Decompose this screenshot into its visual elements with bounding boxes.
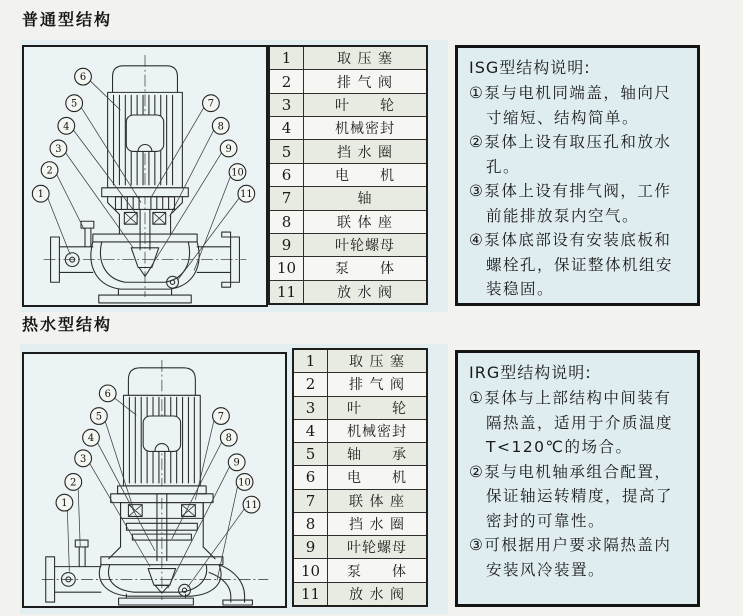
irg-info-box (455, 350, 700, 607)
callout-2 (41, 162, 58, 179)
svg-text:2: 2 (46, 165, 53, 177)
table-row (270, 280, 426, 303)
callout-10 (236, 474, 253, 491)
callout-8 (220, 429, 237, 446)
part-number: 2 (270, 70, 304, 92)
table-row (294, 558, 426, 581)
table-row (294, 372, 426, 395)
svg-text:10: 10 (231, 167, 244, 179)
svg-text:2: 2 (70, 477, 77, 489)
table-row (294, 419, 426, 442)
part-number: 10 (270, 257, 304, 279)
table-row (294, 465, 426, 488)
part-number: 7 (270, 187, 304, 209)
part-name: 排 气 阀 (337, 74, 393, 91)
info-item: ③泵体上设有排气阀，工作前能排放泵内空气。 (469, 182, 672, 225)
info-item: ④泵体底部设有安装底板和螺栓孔，保证整体机组安装稳固。 (469, 231, 674, 298)
part-number: 7 (294, 490, 328, 512)
part-name: 挡 水 圈 (337, 144, 393, 161)
callout-11 (238, 185, 255, 202)
part-name: 叶轮螺母 (347, 540, 407, 557)
table-row (270, 93, 426, 116)
svg-text:3: 3 (80, 453, 87, 465)
svg-text:4: 4 (63, 121, 70, 133)
info-item: ②泵与电机轴承组合配置，保证轴运转精度，提高了密封的可靠性。 (469, 462, 674, 530)
svg-text:7: 7 (217, 411, 225, 423)
table-row (294, 582, 426, 605)
callout-7 (213, 408, 230, 425)
svg-text:1: 1 (37, 189, 44, 201)
part-number: 4 (270, 117, 304, 139)
svg-text:11: 11 (245, 500, 258, 512)
callout-9 (220, 140, 237, 157)
table-row (294, 512, 426, 535)
part-number: 9 (294, 536, 328, 558)
table-row (270, 163, 426, 186)
part-name: 电 机 (335, 167, 395, 184)
callout-1 (56, 494, 73, 511)
part-name: 叶 轮 (335, 97, 395, 114)
part-number: 11 (270, 281, 304, 303)
part-name: 取 压 塞 (337, 51, 393, 68)
part-name: 机械密封 (347, 423, 407, 440)
callout-6 (75, 68, 92, 85)
svg-text:6: 6 (79, 72, 87, 84)
part-name: 挡 水 圈 (349, 516, 405, 533)
table-row (294, 396, 426, 419)
svg-text:7: 7 (207, 98, 215, 110)
callout-9 (228, 454, 245, 471)
part-name: 叶 轮 (347, 400, 407, 417)
part-number: 6 (270, 164, 304, 186)
info-item: ①泵与电机同端盖，轴向尺寸缩短、结构简单。 (469, 84, 672, 127)
part-name: 排 气 阀 (349, 377, 405, 394)
part-name: 放 水 阀 (337, 284, 393, 301)
part-name: 联 体 座 (337, 214, 393, 231)
callout-3 (50, 140, 67, 157)
callout-5 (91, 408, 108, 425)
part-number: 1 (294, 350, 328, 372)
callout-3 (75, 450, 92, 467)
svg-text:10: 10 (238, 477, 251, 489)
part-number: 6 (294, 466, 328, 488)
callout-5 (66, 95, 83, 112)
callout-1 (32, 185, 49, 202)
part-name: 叶轮螺母 (335, 238, 395, 255)
callout-7 (203, 95, 220, 112)
part-number: 8 (294, 513, 328, 535)
table-row (294, 489, 426, 512)
part-name: 联 体 座 (349, 493, 405, 510)
svg-text:5: 5 (95, 411, 103, 423)
svg-text:3: 3 (55, 143, 62, 155)
table-row (270, 47, 426, 69)
svg-text:6: 6 (104, 388, 111, 400)
part-name: 电 机 (347, 470, 407, 487)
svg-text:4: 4 (87, 433, 95, 445)
info-item: ①泵体与上部结构中间装有隔热盖，适用于介质温度T<120℃的场合。 (469, 389, 674, 456)
part-number: 10 (294, 559, 328, 581)
table-row (294, 442, 426, 465)
svg-text:1: 1 (61, 498, 68, 510)
info-item: ③可根据用户要求隔热盖内安装风冷装置。 (469, 536, 672, 579)
table-row (270, 210, 426, 233)
table-row (270, 256, 426, 279)
info-title: ISG型结构说明: (469, 58, 591, 77)
part-number: 5 (294, 443, 328, 465)
callout-11 (243, 496, 260, 513)
part-name: 轴 (357, 191, 373, 208)
table-row (270, 116, 426, 139)
svg-text:9: 9 (233, 457, 240, 469)
callout-10 (229, 164, 246, 181)
info-title: IRG型结构说明: (469, 363, 592, 382)
table-row (270, 233, 426, 256)
info-item: ②泵体上设有取压孔和放水孔。 (469, 133, 672, 176)
table-row (270, 186, 426, 209)
part-name: 泵 体 (347, 563, 407, 580)
pump-diagram-hotwater (22, 352, 287, 608)
part-number: 1 (270, 47, 304, 69)
svg-text:9: 9 (225, 143, 232, 155)
pump-drawing-hotwater (24, 354, 285, 606)
table-row (294, 350, 426, 372)
part-number: 9 (270, 234, 304, 256)
part-name: 放 水 阀 (349, 586, 405, 603)
part-name: 轴 承 (347, 447, 407, 464)
part-name: 泵 体 (335, 261, 395, 278)
part-number: 2 (294, 373, 328, 395)
svg-text:5: 5 (71, 98, 78, 110)
callout-2 (65, 474, 82, 491)
section1-title: 普通型结构 (22, 10, 113, 29)
part-number: 3 (294, 397, 328, 419)
part-number: 5 (270, 140, 304, 162)
table-row (294, 535, 426, 558)
svg-text:8: 8 (225, 433, 232, 445)
pump-drawing-ordinary (24, 47, 266, 305)
callout-4 (58, 117, 75, 134)
part-number: 3 (270, 94, 304, 116)
part-number: 11 (294, 583, 328, 605)
svg-text:8: 8 (217, 121, 224, 133)
table-row (270, 69, 426, 92)
part-number: 4 (294, 420, 328, 442)
part-number: 8 (270, 211, 304, 233)
isg-info-box (455, 45, 700, 306)
svg-text:11: 11 (240, 189, 253, 201)
parts-table-hotwater (292, 348, 428, 607)
table-row (270, 139, 426, 162)
parts-table-ordinary (268, 45, 428, 305)
part-name: 取 压 塞 (349, 354, 405, 371)
callout-6 (99, 385, 116, 402)
section2-title: 热水型结构 (22, 315, 113, 334)
callout-8 (212, 117, 229, 134)
part-name: 机械密封 (335, 121, 395, 138)
pump-diagram-ordinary (22, 45, 268, 307)
callout-4 (83, 429, 100, 446)
